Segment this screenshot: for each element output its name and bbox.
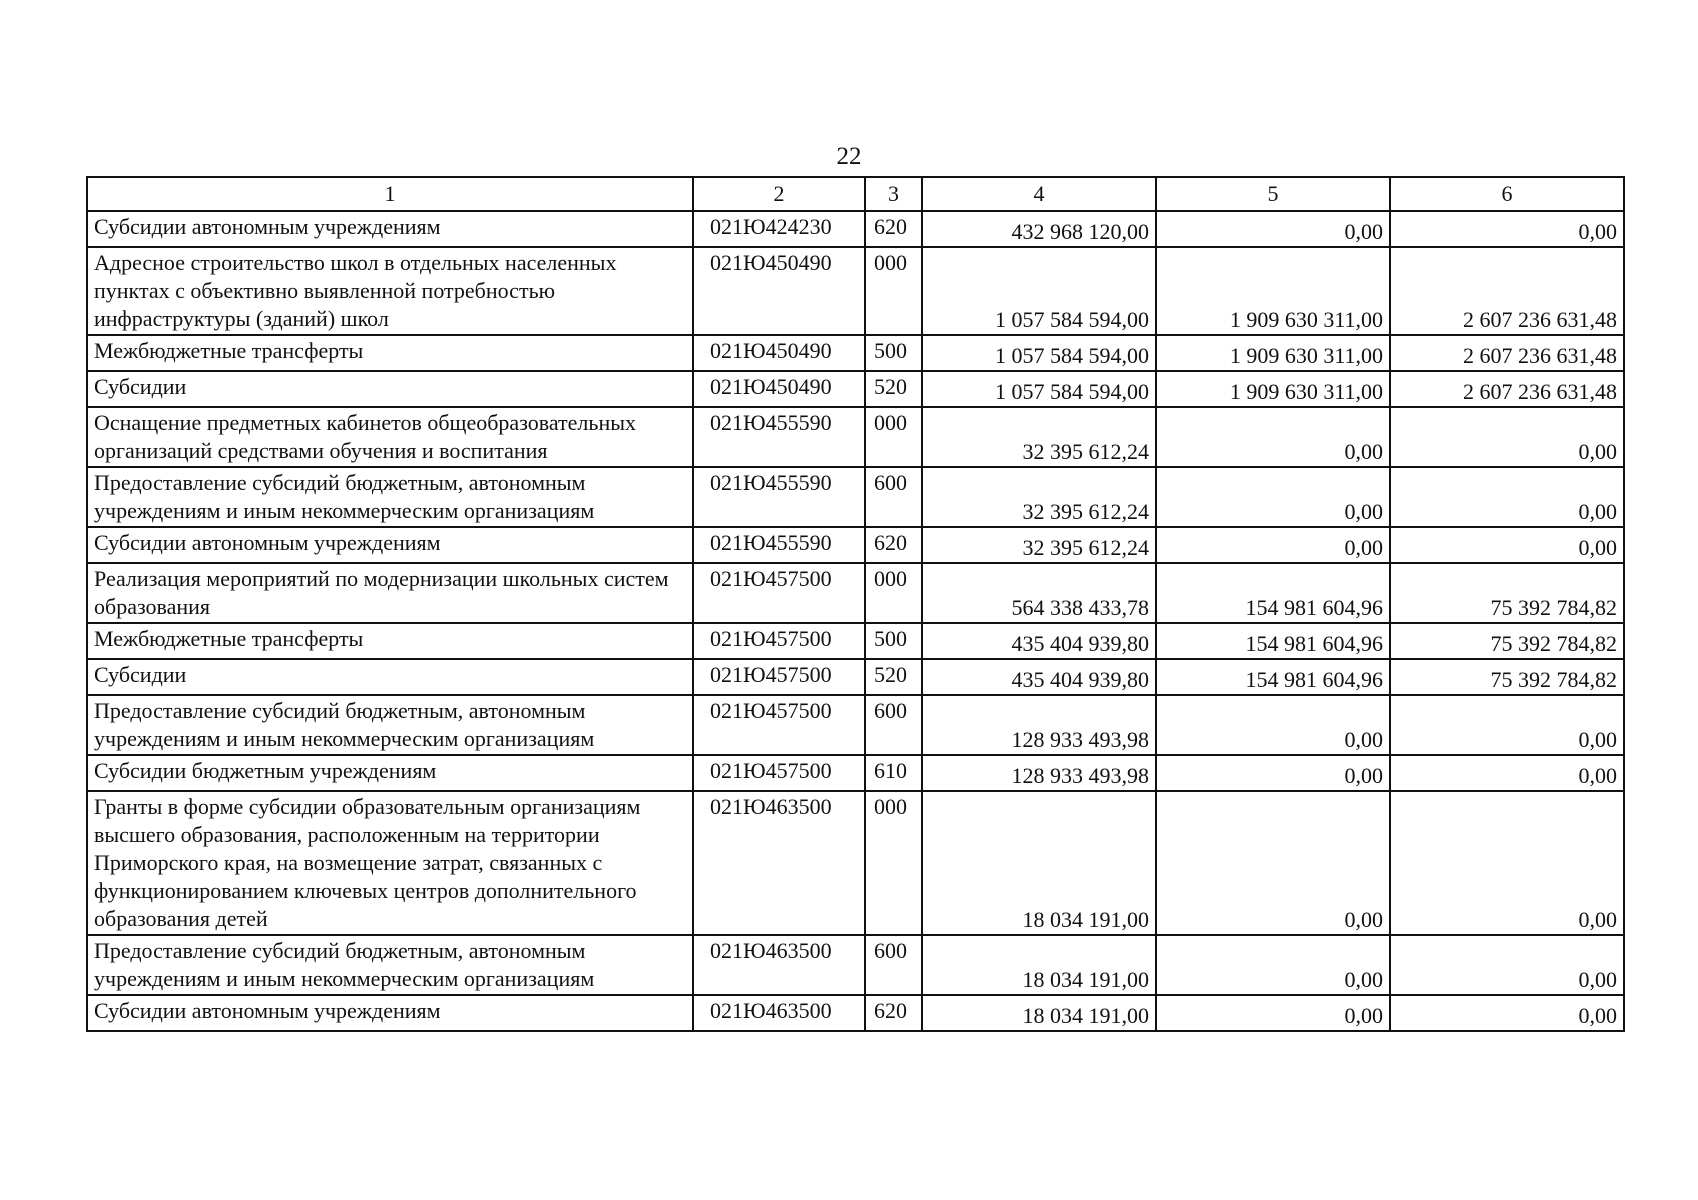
row-expense-type: 000: [865, 563, 922, 623]
row-amount-col5: 0,00: [1156, 755, 1390, 791]
row-target-code: 021Ю450490: [693, 247, 865, 335]
row-expense-type: 500: [865, 623, 922, 659]
row-expense-type: 620: [865, 211, 922, 247]
row-target-code: 021Ю457500: [693, 563, 865, 623]
row-amount-col5: 0,00: [1156, 995, 1390, 1031]
row-expense-type: 620: [865, 527, 922, 563]
row-expense-type: 600: [865, 695, 922, 755]
row-amount-col6: 0,00: [1390, 467, 1624, 527]
row-target-code: 021Ю455590: [693, 527, 865, 563]
row-amount-col4: 18 034 191,00: [922, 791, 1156, 935]
row-amount-col4: 32 395 612,24: [922, 407, 1156, 467]
row-target-code: 021Ю450490: [693, 335, 865, 371]
row-expense-type: 000: [865, 791, 922, 935]
column-header: 1: [87, 177, 693, 211]
row-amount-col5: 1 909 630 311,00: [1156, 335, 1390, 371]
row-amount-col4: 564 338 433,78: [922, 563, 1156, 623]
row-amount-col5: 0,00: [1156, 527, 1390, 563]
row-expense-type: 600: [865, 935, 922, 995]
row-amount-col6: 0,00: [1390, 935, 1624, 995]
table-row: [87, 755, 1624, 791]
row-amount-col4: 32 395 612,24: [922, 467, 1156, 527]
column-header: 2: [693, 177, 865, 211]
table-row: [87, 467, 1624, 527]
row-amount-col5: 1 909 630 311,00: [1156, 247, 1390, 335]
row-name: Гранты в форме субсидии образовательным организациям высшего образования, расположенным на территории Приморского края, на возмещение затрат, связанных с функционированием ключевых центров дополнительного образования детей: [87, 791, 693, 935]
row-expense-type: 000: [865, 407, 922, 467]
row-amount-col5: 0,00: [1156, 407, 1390, 467]
row-expense-type: 500: [865, 335, 922, 371]
row-amount-col4: 128 933 493,98: [922, 755, 1156, 791]
table-row: [87, 995, 1624, 1031]
row-target-code: 021Ю455590: [693, 467, 865, 527]
row-amount-col6: 75 392 784,82: [1390, 563, 1624, 623]
row-amount-col5: 154 981 604,96: [1156, 563, 1390, 623]
row-amount-col6: 0,00: [1390, 407, 1624, 467]
header-row: [87, 177, 1624, 211]
row-amount-col6: 0,00: [1390, 755, 1624, 791]
row-amount-col4: 18 034 191,00: [922, 995, 1156, 1031]
row-expense-type: 600: [865, 467, 922, 527]
row-target-code: 021Ю424230: [693, 211, 865, 247]
row-amount-col5: 1 909 630 311,00: [1156, 371, 1390, 407]
row-amount-col4: 1 057 584 594,00: [922, 247, 1156, 335]
row-amount-col5: 0,00: [1156, 211, 1390, 247]
row-amount-col6: 2 607 236 631,48: [1390, 371, 1624, 407]
row-target-code: 021Ю463500: [693, 791, 865, 935]
row-amount-col6: 0,00: [1390, 791, 1624, 935]
row-name: Предоставление субсидий бюджетным, автономным учреждениям и иным некоммерческим организациям: [87, 695, 693, 755]
budget-table: [86, 176, 1625, 1032]
table-row: [87, 563, 1624, 623]
row-amount-col4: 435 404 939,80: [922, 623, 1156, 659]
row-name: Предоставление субсидий бюджетным, автономным учреждениям и иным некоммерческим организациям: [87, 467, 693, 527]
row-amount-col6: 0,00: [1390, 995, 1624, 1031]
row-amount-col6: 2 607 236 631,48: [1390, 335, 1624, 371]
table-row: [87, 247, 1624, 335]
table-row: [87, 371, 1624, 407]
row-target-code: 021Ю450490: [693, 371, 865, 407]
row-expense-type: 520: [865, 371, 922, 407]
row-amount-col4: 432 968 120,00: [922, 211, 1156, 247]
row-name: Субсидии: [87, 371, 693, 407]
row-target-code: 021Ю457500: [693, 755, 865, 791]
row-amount-col6: 0,00: [1390, 695, 1624, 755]
row-amount-col5: 0,00: [1156, 935, 1390, 995]
row-name: Адресное строительство школ в отдельных населенных пунктах с объективно выявленной потребностью инфраструктуры (зданий) школ: [87, 247, 693, 335]
row-name: Субсидии автономным учреждениям: [87, 527, 693, 563]
row-amount-col6: 2 607 236 631,48: [1390, 247, 1624, 335]
row-amount-col4: 435 404 939,80: [922, 659, 1156, 695]
row-target-code: 021Ю457500: [693, 695, 865, 755]
table-row: [87, 659, 1624, 695]
row-expense-type: 610: [865, 755, 922, 791]
row-amount-col6: 0,00: [1390, 527, 1624, 563]
row-expense-type: 000: [865, 247, 922, 335]
page-number: 22: [836, 143, 862, 170]
row-amount-col5: 154 981 604,96: [1156, 659, 1390, 695]
row-target-code: 021Ю463500: [693, 995, 865, 1031]
row-target-code: 021Ю455590: [693, 407, 865, 467]
row-name: Предоставление субсидий бюджетным, автономным учреждениям и иным некоммерческим организациям: [87, 935, 693, 995]
column-header: 6: [1390, 177, 1624, 211]
table-row: [87, 527, 1624, 563]
row-amount-col5: 0,00: [1156, 467, 1390, 527]
table-row: [87, 935, 1624, 995]
row-expense-type: 620: [865, 995, 922, 1031]
row-name: Субсидии автономным учреждениям: [87, 995, 693, 1031]
row-amount-col4: 32 395 612,24: [922, 527, 1156, 563]
row-name: Межбюджетные трансферты: [87, 623, 693, 659]
row-target-code: 021Ю457500: [693, 623, 865, 659]
row-amount-col4: 1 057 584 594,00: [922, 335, 1156, 371]
row-name: Субсидии бюджетным учреждениям: [87, 755, 693, 791]
table-row: [87, 407, 1624, 467]
row-name: Реализация мероприятий по модернизации школьных систем образования: [87, 563, 693, 623]
column-header: 3: [865, 177, 922, 211]
table-row: [87, 695, 1624, 755]
row-amount-col6: 0,00: [1390, 211, 1624, 247]
row-amount-col4: 128 933 493,98: [922, 695, 1156, 755]
row-amount-col5: 0,00: [1156, 791, 1390, 935]
row-name: Субсидии автономным учреждениям: [87, 211, 693, 247]
row-name: Оснащение предметных кабинетов общеобразовательных организаций средствами обучения и воспитания: [87, 407, 693, 467]
row-name: Межбюджетные трансферты: [87, 335, 693, 371]
column-header: 5: [1156, 177, 1390, 211]
row-amount-col6: 75 392 784,82: [1390, 623, 1624, 659]
row-expense-type: 520: [865, 659, 922, 695]
row-amount-col6: 75 392 784,82: [1390, 659, 1624, 695]
table-row: [87, 335, 1624, 371]
row-amount-col5: 0,00: [1156, 695, 1390, 755]
table-row: [87, 791, 1624, 935]
column-header: 4: [922, 177, 1156, 211]
row-amount-col5: 154 981 604,96: [1156, 623, 1390, 659]
table-body: [87, 211, 1624, 1031]
row-target-code: 021Ю463500: [693, 935, 865, 995]
row-name: Субсидии: [87, 659, 693, 695]
table-row: [87, 623, 1624, 659]
row-amount-col4: 18 034 191,00: [922, 935, 1156, 995]
row-target-code: 021Ю457500: [693, 659, 865, 695]
row-amount-col4: 1 057 584 594,00: [922, 371, 1156, 407]
table-row: [87, 211, 1624, 247]
